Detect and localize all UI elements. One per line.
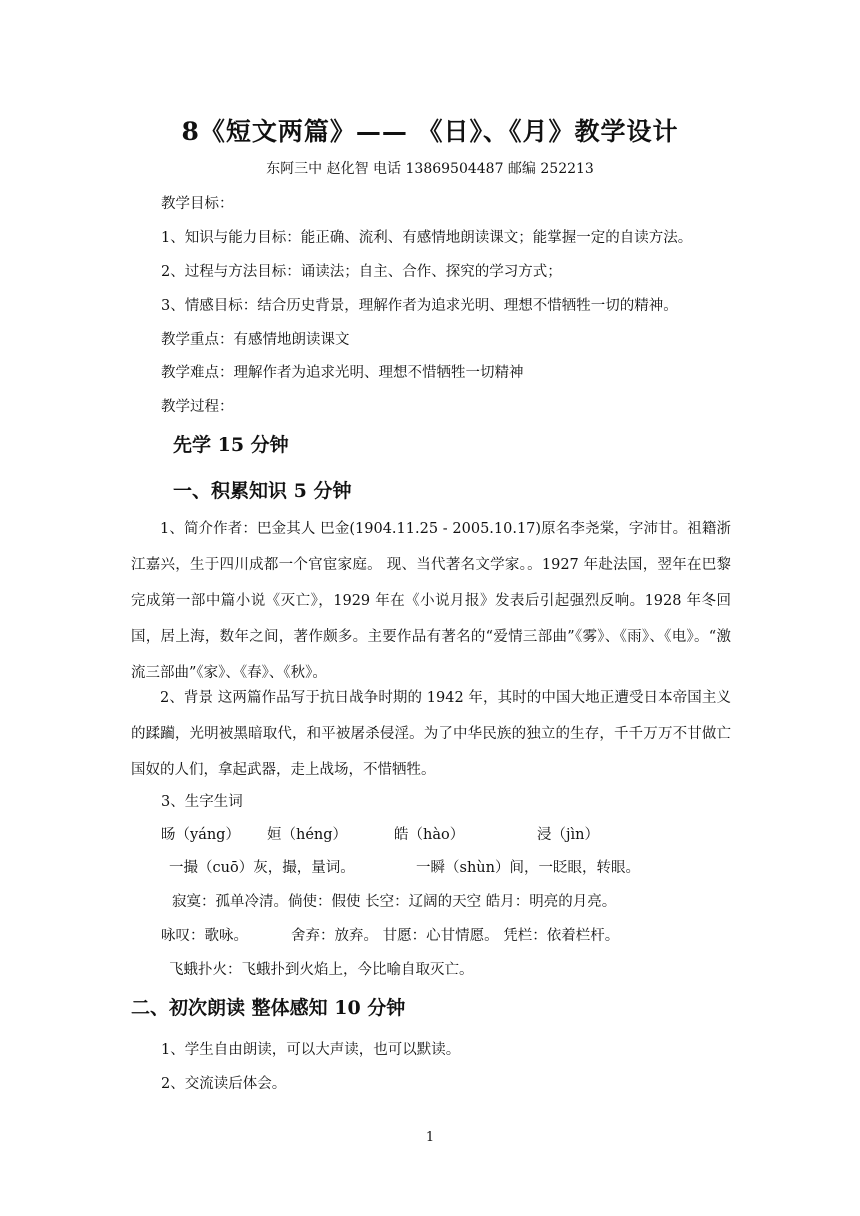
- vocab-item: 姮（héng）: [267, 827, 348, 843]
- reading-step-1: 1、学生自由朗读，可以大声读，也可以默读。: [161, 1042, 461, 1058]
- document-title: 8《短文两篇》—— 《日》、《月》教学设计: [181, 117, 679, 146]
- vocab-item: 一瞬（shùn）间，一眨眼，转眼。: [416, 860, 640, 876]
- heading-section-2: 二、初次朗读 整体感知 10 分钟: [131, 997, 406, 1019]
- vocab-definitions: 寂寞：孤单冷清。倘使：假使 长空：辽阔的天空 皓月：明亮的月亮。: [172, 894, 617, 910]
- vocab-definitions: 飞蛾扑火：飞蛾扑到火焰上，今比喻自取灭亡。: [169, 962, 474, 978]
- vocab-item: 皓（hào）: [394, 827, 465, 843]
- vocab-item: 咏叹：歌咏。: [161, 928, 248, 944]
- vocab-label: 3、生字生词: [161, 794, 243, 810]
- paragraph-background: 2、背景 这两篇作品写于抗日战争时期的 1942 年，其时的中国大地正遭受日本帝国主义的蹂躏，光明被黑暗取代，和平被屠杀侵淫。为了中华民族的独立的生存，千千万万不甘做亡国奴的人们，拿起武器，走上战场，不惜牺牲。: [131, 690, 731, 778]
- reading-step-2: 2、交流读后体会。: [161, 1076, 287, 1092]
- heading-prestudy: 先学 15 分钟: [173, 434, 289, 456]
- vocab-definitions: 舍弃：放弃。 甘愿：心甘情愿。 凭栏：依着栏杆。: [291, 928, 620, 944]
- objective-3: 3、情感目标：结合历史背景，理解作者为追求光明、理想不惜牺牲一切的精神。: [161, 298, 678, 314]
- paragraph-author-intro: 1、简介作者：巴金其人 巴金(1904.11.25 - 2005.10.17)原名李尧棠，字沛甘。祖籍浙江嘉兴，生于四川成都一个官宦家庭。 现、当代著名文学家。。1927 年赴法国，翌年在巴黎完成第一部中篇小说《灭亡》，1929 年在《小说月报》发表后引起强烈反响。1928 年冬回国，居上海，数年之间，著作颇多。主要作品有著名的“爱情三部曲”《雾》、《雨》、《电》。“激流三部曲”《家》、《春》、《秋》。: [131, 521, 731, 681]
- objectives-label: 教学目标：: [161, 196, 234, 212]
- objective-2: 2、过程与方法目标：诵读法；自主、合作、探究的学习方式；: [161, 264, 562, 280]
- author-line: 东阿三中 赵化智 电话 13869504487 邮编 252213: [266, 161, 594, 177]
- vocab-item: 一撮（cuō）灰，撮，量词。: [169, 860, 355, 876]
- key-point: 教学重点：有感情地朗读课文: [161, 332, 350, 348]
- difficulty: 教学难点：理解作者为追求光明、理想不惜牺牲一切精神: [161, 365, 524, 381]
- page-number: 1: [425, 1130, 435, 1145]
- process-label: 教学过程：: [161, 399, 234, 415]
- heading-section-1: 一、积累知识 5 分钟: [173, 480, 352, 502]
- objective-1: 1、知识与能力目标：能正确、流利、有感情地朗读课文；能掌握一定的自读方法。: [161, 230, 693, 246]
- vocab-item: 浸（jìn）: [537, 827, 599, 843]
- vocab-item: 旸（yáng）: [161, 827, 240, 843]
